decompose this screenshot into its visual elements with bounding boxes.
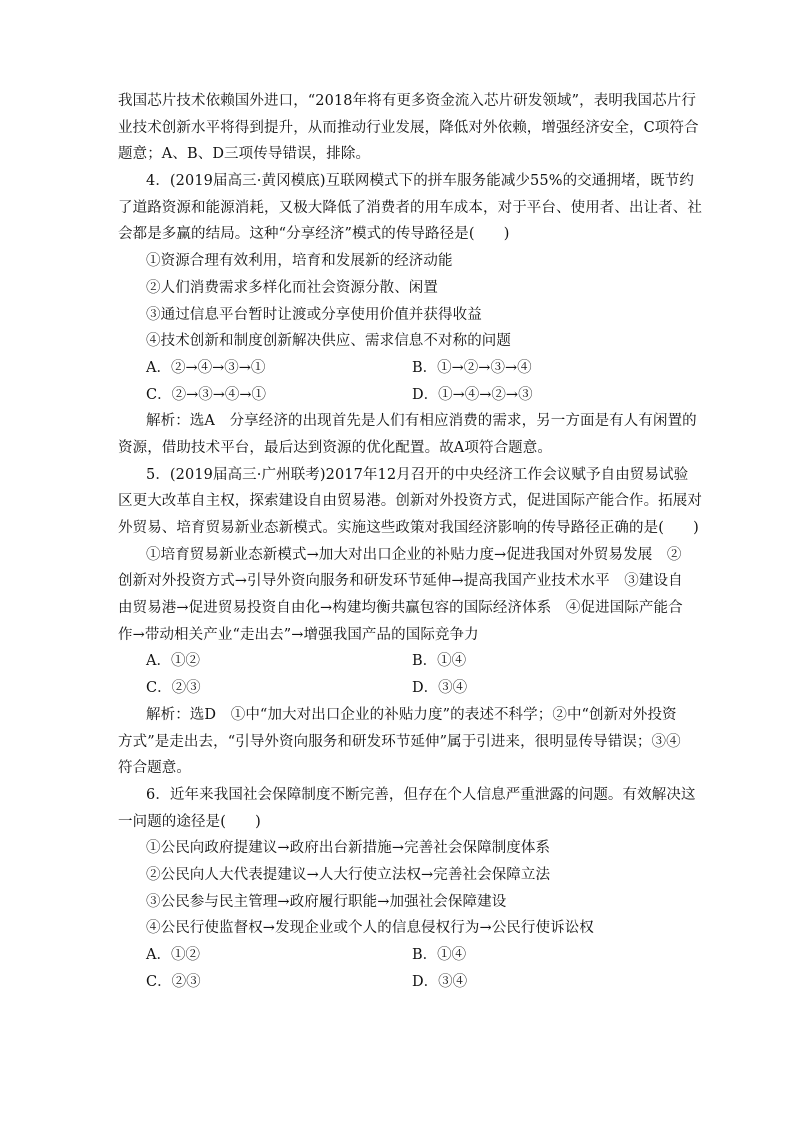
answer-option: C．②→③→④→① xyxy=(146,386,267,403)
text-line: ②公民向人大代表提建议→人大行使立法权→完善社会保障立法 xyxy=(146,866,551,883)
answer-option: A．①② xyxy=(146,653,200,670)
text-line: 作→带动相关产业“走出去”→增强我国产品的国际竞争力 xyxy=(118,626,479,643)
answer-option: A．①② xyxy=(146,947,200,963)
answer-options-row xyxy=(118,648,678,675)
text-line: 5．(2019届高三·广州联考)2017年12月召开的中央经济工作会议赋予自由贸易试验 xyxy=(146,466,689,483)
answer-option: B．①→②→③→④ xyxy=(412,359,532,376)
text-line: 我国芯片技术依赖国外进口，“2018年将有更多资金流入芯片研发领域”，表明我国芯片行 xyxy=(118,93,696,109)
text-line: 区更大改革自主权，探索建设自由贸易港。创新对外投资方式，促进国际产能合作。拓展对 xyxy=(118,493,702,510)
answer-option: B．①④ xyxy=(412,947,467,963)
text-line: ①公民向政府提建议→政府出台新措施→完善社会保障制度体系 xyxy=(146,840,551,857)
text-line: 一问题的途径是( ) xyxy=(118,813,261,830)
text-line: 解析：选D ①中“加大对出口企业的补贴力度”的表述不科学；②中“创新对外投资 xyxy=(146,706,677,723)
text-line: 4．(2019届高三·黄冈模底)互联网模式下的拼车服务能减少55%的交通拥堵，既节约 xyxy=(146,173,694,190)
document-page xyxy=(118,88,702,995)
answer-option: C．②③ xyxy=(146,973,201,990)
answer-options-row xyxy=(118,942,678,969)
answer-options-row xyxy=(118,355,678,382)
answer-option: D．③④ xyxy=(412,973,468,990)
text-line: ④技术创新和制度创新解决供应、需求信息不对称的问题 xyxy=(146,333,511,350)
answer-options-row xyxy=(118,675,678,702)
text-line: 6．近年来我国社会保障制度不断完善，但存在个人信息严重泄露的问题。有效解决这 xyxy=(146,786,696,803)
text-line: 解析：选A 分享经济的出现首先是人们有相应消费的需求，另一方面是有人有闲置的 xyxy=(146,413,697,430)
answer-options-row xyxy=(118,969,678,996)
text-line: 业技术创新水平将得到提升，从而推动行业发展，降低对外依赖，增强经济安全，C项符合 xyxy=(118,119,699,136)
text-line: 符合题意。 xyxy=(118,760,191,777)
text-line: ①培育贸易新业态新模式→加大对出口企业的补贴力度→促进我国对外贸易发展 ② xyxy=(146,546,682,563)
text-line: 由贸易港→促进贸易投资自由化→构建均衡共赢包容的国际经济体系 ④促进国际产能合 xyxy=(118,600,683,617)
text-line: 方式”是走出去，“引导外资向服务和研发环节延伸”属于引进来，很明显传导错误；③④ xyxy=(118,733,681,750)
text-line: 题意；A、B、D三项传导错误，排除。 xyxy=(118,146,371,163)
answer-options-row xyxy=(118,382,678,409)
answer-option: A．②→④→③→① xyxy=(146,359,266,376)
answer-option: B．①④ xyxy=(412,653,467,670)
text-line: ②人们消费需求多样化而社会资源分散、闲置 xyxy=(146,279,438,296)
answer-option: C．②③ xyxy=(146,680,201,697)
text-line: ③公民参与民主管理→政府履行职能→加强社会保障建设 xyxy=(146,893,507,910)
text-line: 创新对外投资方式→引导外资向服务和研发环节延伸→提高我国产业技术水平 ③建设自 xyxy=(118,573,683,590)
text-line: ①资源合理有效利用，培育和发展新的经济动能 xyxy=(146,253,453,270)
answer-option: D．③④ xyxy=(412,680,468,697)
text-line: ④公民行使监督权→发现企业或个人的信息侵权行为→公民行使诉讼权 xyxy=(146,920,594,937)
text-line: ③通过信息平台暂时让渡或分享使用价值并获得收益 xyxy=(146,306,482,323)
text-line: 了道路资源和能源消耗，又极大降低了消费者的用车成本，对于平台、使用者、出让者、社 xyxy=(118,199,702,216)
answer-option: D．①→④→②→③ xyxy=(412,386,533,403)
text-line: 会都是多赢的结局。这种“分享经济”模式的传导路径是( ) xyxy=(118,226,510,243)
text-line: 外贸易、培育贸易新业态新模式。实施这些政策对我国经济影响的传导路径正确的是( ) xyxy=(118,520,699,536)
text-line: 资源，借助技术平台，最后达到资源的优化配置。故A项符合题意。 xyxy=(118,439,552,456)
